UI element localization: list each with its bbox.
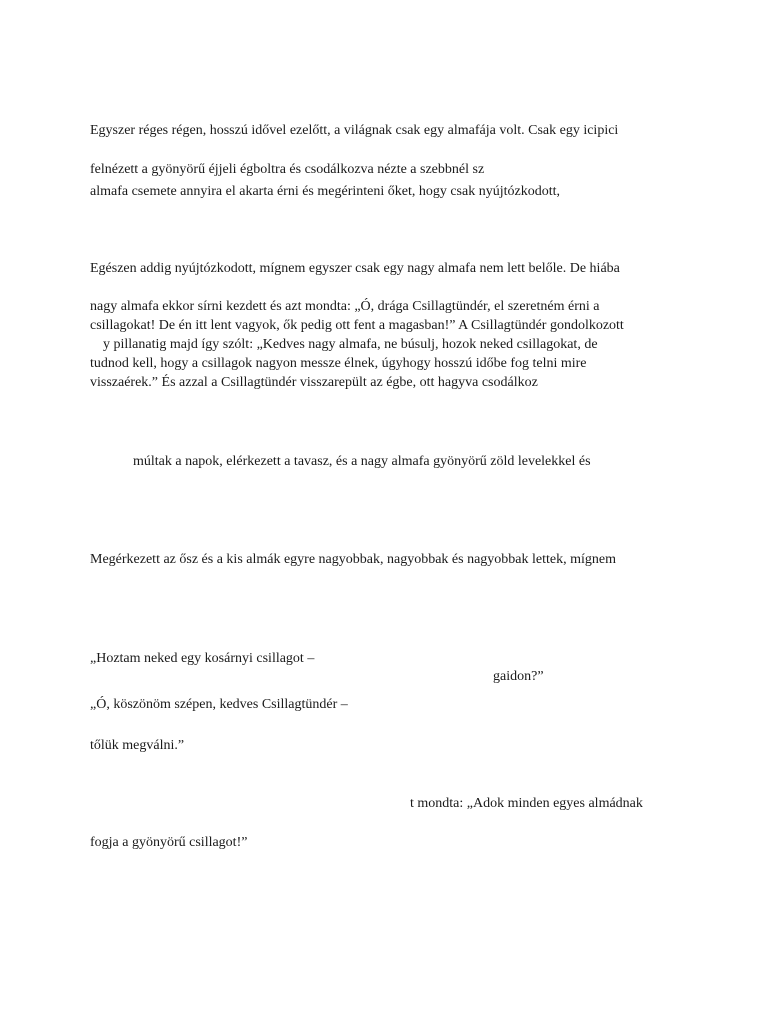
text-line: Egészen addig nyújtózkodott, mígnem egyszer csak egy nagy almafa nem lett belőle. De hiába: [90, 261, 620, 276]
text-line: fogja a gyönyörű csillagot!”: [90, 835, 248, 850]
text-line: y pillanatig majd így szólt: „Kedves nagy almafa, ne búsulj, hozok neked csillagokat, de: [103, 337, 598, 352]
text-line: csillagokat! De én itt lent vagyok, ők pedig ott fent a magasban!” A Csillagtündér gondolkozott: [90, 318, 624, 333]
text-line: tőlük megválni.”: [90, 738, 185, 753]
text-line: visszaérek.” És azzal a Csillagtündér visszarepült az égbe, ott hagyva csodálkoz: [90, 375, 538, 390]
text-line: múltak a napok, elérkezett a tavasz, és a nagy almafa gyönyörű zöld levelekkel és: [133, 454, 591, 469]
text-line: nagy almafa ekkor sírni kezdett és azt mondta: „Ó, drága Csillagtündér, el szeretném érni a: [90, 299, 600, 314]
text-line: tudnod kell, hogy a csillagok nagyon messze élnek, úgyhogy hosszú időbe fog telni mire: [90, 356, 587, 371]
text-line: gaidon?”: [493, 669, 544, 684]
text-line: Egyszer réges régen, hosszú idővel ezelőtt, a világnak csak egy almafája volt. Csak egy icipici: [90, 123, 619, 138]
text-line: „Hoztam neked egy kosárnyi csillagot –: [90, 651, 315, 666]
text-line: „Ó, köszönöm szépen, kedves Csillagtündér –: [90, 697, 348, 712]
text-line: Megérkezett az ősz és a kis almák egyre nagyobbak, nagyobbak és nagyobbak lettek, mígnem: [90, 552, 616, 567]
text-line: felnézett a gyönyörű éjjeli égboltra és csodálkozva nézte a szebbnél sz: [90, 162, 485, 177]
text-line: t mondta: „Adok minden egyes almádnak: [410, 796, 643, 811]
text-line: almafa csemete annyira el akarta érni és megérinteni őket, hogy csak nyújtózkodott,: [90, 184, 560, 199]
